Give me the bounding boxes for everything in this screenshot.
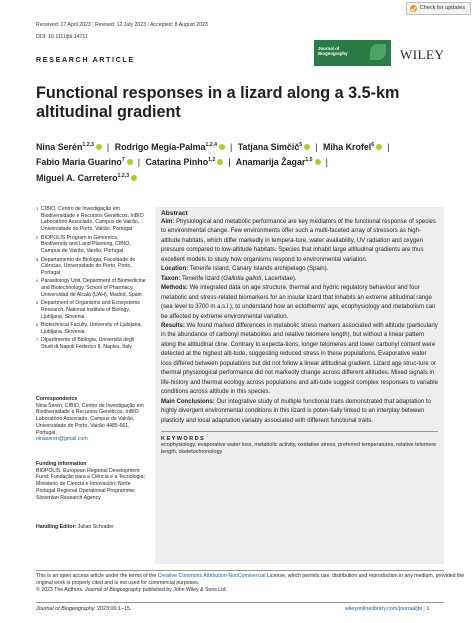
orcid-icon[interactable] [304, 144, 310, 150]
author-name[interactable]: Rodrigo Megía-Palma [114, 141, 206, 152]
abstract-aim: Aim: Physiological and metabolic performance are key mediators of the functional response of species to environmental change. Few environments offer such a multi-faceted array of stressors as high-altitude habitats, which differ markedly in tempera-ture, water availability, UV radiation and oxygen pressure compared to low-altitude habitats. Species that inhabit large altitudinal gradients are thus excellent models to study how organisms respond to environmental variation. [161, 219, 436, 263]
affiliation-item: 2 BIOPOLIS Program in Genomics, Biodiversity and Land Planning, CIBIO, Campus de Vairão, Vairão, Portugal [36, 234, 131, 255]
author-name[interactable]: Miha Krofel [322, 141, 372, 152]
divider [161, 431, 438, 432]
article-history: Received: 17 April 2023 | Revised: 12 July 2023 | Accepted: 8 August 2023 [36, 22, 208, 28]
author-line-1: Nina Serén$^{1,2,3}$ | Rodrigo Megía-Palma$^{1,2,4}$ | Tatjana Simčič$^5$ | Miha Krofel$^6$ | [36, 141, 390, 152]
affiliations [36, 206, 146, 353]
abstract-text [161, 218, 438, 426]
divider [36, 570, 444, 571]
affiliation-item: 6 Biotechnical Faculty, University of Ljubljana, Ljubljana, Slovenia [36, 322, 142, 335]
author-affiliation-numbers: 1,2,4 [205, 142, 217, 148]
abstract-conclusions: Main Conclusions: Our integrative study of multiple functional traits demonstrated that adaptation to highly divergent environmental conditions in this lizard is poten-tially linked to an interplay between plasticity and local adaptation variably associated with different functional traits. [161, 398, 431, 424]
received-date: Received: 17 April 2023 [36, 22, 91, 28]
abstract-heading: Abstract [161, 210, 188, 217]
citation-journal: Journal of Biogeography. [36, 606, 96, 612]
article-title: Functional responses in a lizard along a 3.5-km altitudinal gradient [36, 84, 400, 121]
author-affiliation-numbers: 1,2,3 [117, 172, 130, 179]
author-name[interactable]: Miguel A. Carretero [36, 172, 118, 183]
author-affiliation-numbers: 7 [121, 157, 125, 164]
leaf-icon [370, 44, 386, 60]
affiliation-item: 5 Department of Organisms and Ecosystems Research, National Institute of Biology, Ljubljana, Slovenia [36, 300, 140, 320]
article-type: RESEARCH ARTICLE [36, 55, 135, 64]
author-affiliation-numbers: 1,5 [305, 157, 313, 164]
doi[interactable]: DOI: 10.1111/jbi.14711 [36, 34, 88, 40]
affiliation-item: 3 Departamento de Biologia, Faculdade de Ciências, Universidade do Porto, Porto, Portugal [36, 256, 136, 276]
citation [36, 606, 132, 612]
journal-logo-line2: Biogeography [318, 51, 348, 56]
affiliation-item: 4 Parasitology Unit, Department of Biomedicine and Biotechnology. School of Pharmacy, Universidad de Alcalá (UAH), Madrid, Spain [36, 278, 146, 298]
citation-details: 2023;00:1–15. [95, 606, 132, 612]
funding-heading: Funding information [36, 461, 87, 467]
author-name[interactable]: Tatjana Simčič [237, 141, 300, 152]
abstract-location: Location: Tenerife island, Canary Islands archipelago (Spain). [161, 266, 329, 273]
accepted-date: Accepted: 8 August 2023 [150, 22, 208, 28]
divider [36, 602, 444, 603]
keywords-text: ecophysiology, evaporative water loss, metabolic activity, oxidative stress, preferred temperatures, relative telomere length, skeletochronology [161, 441, 437, 455]
license-link[interactable]: Creative Commons Attribution-NonCommercial [157, 573, 266, 579]
correspondence-heading: Correspondence [36, 396, 78, 402]
affiliation-item: 1 CIBIO, Centro de Investigação em Biodiversidade e Recursos Genéticos, InBIO Laboratório Associado, Campus de Vairão, Universidade do Porto, Vairão, Portugal [36, 206, 144, 233]
journal-logo-line1: Journal of [318, 46, 340, 51]
handling-editor-name: Julian Schrader [77, 524, 114, 530]
copyright-text: © 2023 The Authors. Journal of Biogeography published by John Wiley & Sons Ltd. [36, 586, 227, 593]
funding-information [36, 461, 148, 501]
orcid-icon[interactable] [376, 144, 382, 150]
abstract-box [155, 207, 444, 564]
author-affiliation-numbers: 1,2,3 [82, 142, 94, 148]
orcid-icon[interactable] [96, 144, 102, 150]
orcid-icon[interactable] [127, 159, 133, 165]
orcid-icon[interactable] [219, 144, 225, 150]
author-name[interactable]: Nina Serén [36, 141, 83, 152]
author-name[interactable]: Anamarija Žagar [235, 157, 306, 168]
page-number: 1 [426, 606, 430, 612]
author-affiliation-numbers: 5 [299, 142, 303, 148]
publisher-logo[interactable]: WILEY [400, 47, 445, 62]
author-affiliation-numbers: 1,2 [208, 157, 216, 164]
funding-text: BIOPOLIS: European Regional Development Fund; Fundação para a Ciência e a Tecnologia; Ministerio de Ciencia e Innovación; Norte Portugal Regional Operational Programme; Slovenian Research Agency [36, 467, 145, 501]
check-for-updates-button[interactable] [406, 2, 471, 15]
footer-right: wileyonlinelibrary.com/journal/jbi | 1 [345, 606, 430, 612]
author-line-3 [36, 170, 474, 185]
author-line-2: Fabio Maria Guarino$^7$ | Catarina Pinho$^{1,2}$ | Anamarija Žagar$^{1,5}$ | [36, 157, 328, 168]
journal-url[interactable]: wileyonlinelibrary.com/journal/jbi [345, 606, 422, 612]
correspondence [36, 396, 148, 443]
author-list [36, 139, 474, 185]
license-text: This is an open access article under the terms of the Creative Commons Attribution-NonCommercial License, which permits use, distribution and reproduction in any medium, provided the original work is properly cited and is not used for commercial purposes. [36, 573, 465, 586]
abstract-results: Results: We found marked differences in metabolic stress markers associated with altitude (particularly in the abundance of carbonyl metabolites and relative telomere length), but without a linear pattern along the altitudinal cline. Contrary to expecta-tions, longer telomeres and lower carbonyl content were detected at the highest alti-tude, suggesting reduced stress in these populations. Evaporative water loss differed between populations but did not follow a linear altitudinal gradient. Lizard age struc-ture or thermal physiological performance did not markedly change across different altitudes. Mixed signals in life-history and thermal ecology across populations and alti-tude suggest complex responses to variable conditions across altitude in this species. [161, 322, 438, 396]
affiliation-item: 7 Dipartimento di Biologia, Università degli Studi di Napoli Federico II, Naples, Italy [36, 337, 135, 351]
journal-logo[interactable] [314, 40, 391, 66]
license-notice [36, 573, 466, 593]
keywords-heading: KEYWORDS [161, 435, 206, 442]
abstract-taxon: Taxon: Tenerife lizard (Gallotia galloti, Lacertidae). [161, 275, 297, 282]
handling-editor [36, 524, 148, 531]
orcid-icon[interactable] [217, 159, 223, 165]
correspondence-text: Nina Serén, CIBIO, Centro de Investigação em Biodiversidade e Recursos Genéticos, InBIO Laboratório Associado, Campus de Vairão, Universidade do Porto, Vairão 4485-661, Portugal. [36, 402, 144, 436]
correspondence-email[interactable]: ninaseren@gmail.com [36, 436, 88, 443]
abstract-methods: Methods: We integrated data on age structure, thermal and hydric regulatory behaviour and four metabolic and stress-related biomarkers for an insular lizard that inhabits an extreme altitudinal range (sea level to 3700 m a.s.l.), to understand how an ectotherms' age, ecophysiology and metabolism can be affected by extreme environmental variation. [161, 285, 436, 320]
check-updates-icon [410, 5, 417, 12]
orcid-icon[interactable] [131, 175, 137, 181]
author-affiliation-numbers: 6 [371, 142, 375, 148]
handling-editor-label: Handling Editor: [36, 524, 77, 530]
orcid-icon[interactable] [315, 159, 321, 165]
check-for-updates-label: Check for updates [419, 5, 465, 11]
author-name[interactable]: Fabio Maria Guarino [36, 157, 122, 168]
author-name[interactable]: Catarina Pinho [145, 157, 209, 168]
revised-date: Revised: 12 July 2023 [95, 22, 147, 28]
